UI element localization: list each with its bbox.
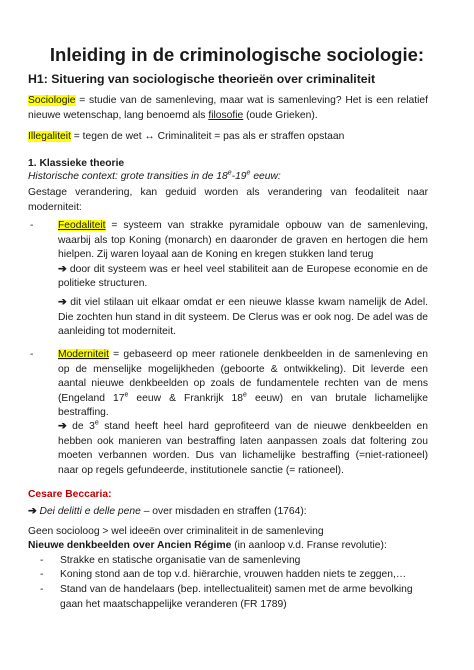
context-sup-2: e [246,169,251,177]
illegaliteit-paragraph [28,130,428,145]
arrow-icon: ➔ [58,421,67,432]
moderniteit-sup-2: e [243,391,247,399]
feodaliteit-text: = systeem van strakke pyramidale opbouw van de samenleving, waarbij als top Koning (monarch) en daaronder de graven en hertogen die hem hielpen. Zij waren loyaal aan de Koning en kregen stukken land terug [58,220,428,260]
nieuwe-denkbeelden-rest: (in aanloop v.d. Franse revolutie): [231,540,387,551]
document-title: Inleiding in de criminologische sociologie: [49,44,425,65]
feodaliteit-item [58,219,428,292]
moderniteit-text-b: eeuw & Frankrijk 18 [128,392,244,404]
cesare-beccaria-heading: Cesare Beccaria: [28,489,112,500]
sociologie-paragraph [28,94,428,123]
sociologie-text-b: (oude Grieken). [243,109,318,121]
moderniteit-text-c: eeuw) en van brutale lichamelijke bestraffing. [58,392,429,418]
bullet-text: Stand van de handelaars (bep. intellectualiteit) samen met de arme bevolking gaan het maatschappelijke veranderen (FR 1789) [60,584,413,610]
context-text-c: eeuw: [250,171,281,182]
feodaliteit-text-2: door dit systeem was er heel veel stabiliteit aan de Europese economie en de politieke structuren. [58,263,428,289]
historical-context-line [28,170,428,185]
context-text-a: Historische context: grote transities in de 18 [28,171,228,182]
moderniteit-item [58,348,428,421]
sociologie-text-a: = studie van de samenleving, maar wat is samenleving? Het is een relatief nieuwe wetenschap, lang benoemd als [28,95,428,121]
arrow-icon: ➔ [58,297,67,308]
geen-socioloog-line: Geen socioloog > wel ideeën over criminaliteit in de samenleving [28,526,324,537]
section-heading-klassieke-theorie: 1. Klassieke theorie [28,158,125,169]
nieuwe-denkbeelden-line [28,539,428,554]
list-dash: - [40,584,44,595]
list-dash: - [30,220,34,231]
bullet-text: Strakke en statische organisatie van de samenleving [60,555,301,566]
dei-delitti-rest: – over misdaden en straffen (1764): [140,506,307,517]
context-sup-1: e [227,169,232,177]
list-item [40,554,428,569]
list-dash: - [40,569,44,580]
list-item [40,583,428,612]
gestage-verandering-paragraph: Gestage verandering, kan geduid worden als verandering van feodaliteit naar moderniteit: [28,187,428,213]
feodaliteit-text-3: dit viel stilaan uit elkaar omdat er een nieuwe klasse kwam namelijk de Adel. Die zochten hun stand in dit systeem. De Clerus was er ook nog. De adel was de aanleiding tot moderniteit. [58,297,428,337]
filosofie-link-text: filosofie [208,109,244,121]
moderniteit-text-a: = gebaseerd op meer rationele denkbeelden in de samenleving en op de menselijke mogelijkheden (geboorte & ontwikkeling). Dit leverde een aantal nieuwe denkbeelden op zoals de fundamentele rechten van de mens (Engeland 17 [58,349,428,404]
moderniteit-sup-1: e [124,391,129,399]
feodaliteit-subnote [58,296,428,340]
context-text-b: -19 [231,171,247,182]
sociologie-term: Sociologie [28,95,76,106]
arrow-icon: ➔ [58,263,67,275]
illegaliteit-term: Illegaliteit [28,131,71,142]
feodaliteit-term: Feodaliteit [58,220,106,231]
moderniteit-sup-3: e [94,419,99,427]
arrow-icon: ➔ [28,506,37,517]
list-item [40,568,428,583]
list-dash: - [40,555,44,566]
moderniteit-term: Moderniteit [58,349,109,360]
bullet-text: Koning stond aan de top v.d. hiërarchie, vrouwen hadden niets te zeggen,… [60,569,407,580]
moderniteit-text2-b: stand heeft heel hard geprofiteerd van de nieuwe denkbeelden en hebben ook manieren van bestraffing laten aanpassen zoals dat foltering zou moeten verbannen worden. Dus van lichamelijke bestraffing (=niet-rationeel) naar op regels gefundeerde, institutionele sanctie (= rationeel). [58,421,428,476]
dei-delitti-title: Dei delitti e delle pene [39,506,141,517]
nieuwe-denkbeelden-bold: Nieuwe denkbeelden over Ancien Régime [28,540,232,551]
dei-delitti-line [28,505,428,520]
chapter-heading: H1: Situering van sociologische theorieën over criminaliteit [28,72,376,86]
moderniteit-subnote [58,420,428,478]
illegaliteit-text: = tegen de wet ↔ Criminaliteit = pas als er straffen opstaan [70,131,345,142]
moderniteit-text2-a: de 3 [66,421,95,432]
list-dash: - [30,349,34,360]
